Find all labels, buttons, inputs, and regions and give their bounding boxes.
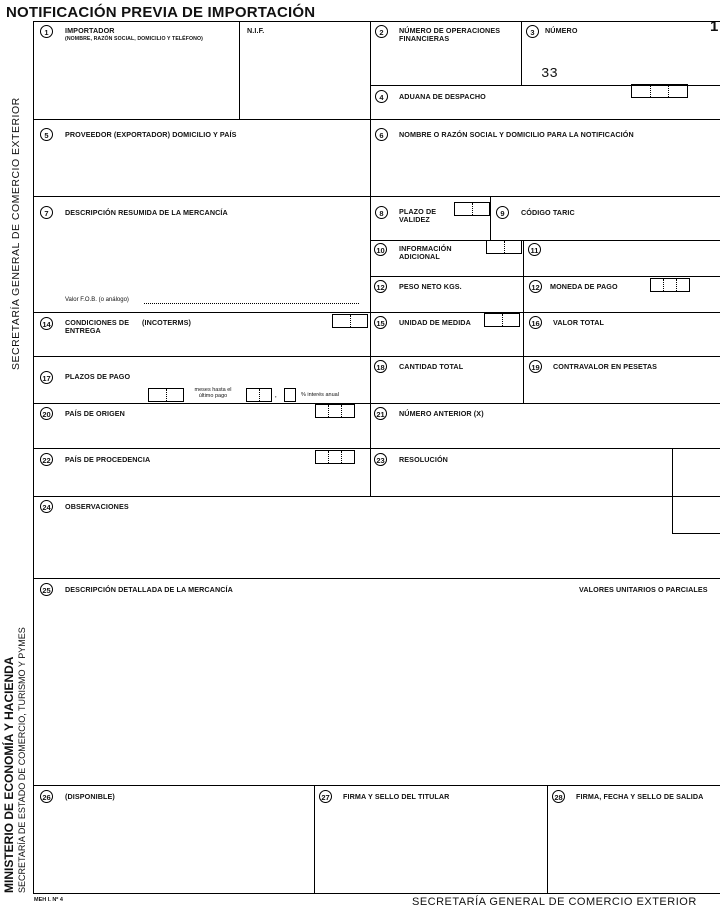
cell-number-23: 23: [374, 453, 387, 466]
additional-info-box[interactable]: [486, 240, 522, 254]
nif-label: N.I.F.: [247, 26, 265, 35]
cell-number-10: 10: [374, 243, 387, 256]
cell-number-2: 2: [375, 25, 388, 38]
unit-values-label: VALORES UNITARIOS O PARCIALES: [579, 585, 708, 594]
cell-number-7: 7: [40, 206, 53, 219]
incoterms-label: (INCOTERMS): [142, 318, 192, 327]
incoterms-box[interactable]: [332, 314, 368, 328]
importer-label: IMPORTADOR (NOMBRE, RAZÓN SOCIAL, DOMICILIO Y TELÉFONO): [65, 26, 203, 42]
corner-number: 1: [710, 18, 719, 35]
validity-label: PLAZO DE VALIDEZ: [399, 207, 437, 224]
cell-number-27: 27: [319, 790, 332, 803]
form-code: MEH I. Nº 4: [34, 897, 63, 903]
payment-terms-label: PLAZOS DE PAGO: [65, 372, 131, 381]
customs-office-label: ADUANA DE DESPACHO: [399, 92, 486, 101]
country-of-provenance-label: PAÍS DE PROCEDENCIA: [65, 455, 151, 464]
ministry-label: MINISTERIO DE ECONOMÍA Y HACIENDA: [2, 656, 16, 893]
cell-number-9: 9: [496, 206, 509, 219]
country-of-origin-label: PAÍS DE ORIGEN: [65, 409, 125, 418]
total-quantity-label: CANTIDAD TOTAL: [399, 362, 464, 371]
available-label: (DISPONIBLE): [65, 792, 115, 801]
cell-number-4: 4: [375, 90, 388, 103]
provenance-country-box[interactable]: [315, 450, 355, 464]
previous-number-label: NÚMERO ANTERIOR (X): [399, 409, 484, 418]
payment-terms-box[interactable]: [148, 388, 184, 402]
fob-value-line[interactable]: [144, 303, 359, 304]
financial-operations-label: NÚMERO DE OPERACIONES FINANCIERAS: [399, 26, 501, 43]
cell-number-24: 24: [40, 500, 53, 513]
holder-signature-label: FIRMA Y SELLO DEL TITULAR: [343, 792, 450, 801]
peseta-value-label: CONTRAVALOR EN PESETAS: [553, 362, 658, 371]
notification-address-label: NOMBRE O RAZÓN SOCIAL Y DOMICILIO PARA LA NOTIFICACIÓN: [399, 130, 634, 139]
cell-number-12b: 12: [529, 280, 542, 293]
months-box[interactable]: [246, 388, 272, 402]
fob-value-label: Valor F.O.B. (o análogo): [65, 297, 129, 303]
detailed-description-label: DESCRIPCIÓN DETALLADA DE LA MERCANCÍA: [65, 585, 233, 594]
cell-number-1: 1: [40, 25, 53, 38]
months-label: meses hasta el último pago: [194, 387, 232, 399]
cell-number-16: 16: [529, 316, 542, 329]
interest-box[interactable]: [284, 388, 296, 402]
footer-secretariat: SECRETARÍA GENERAL DE COMERCIO EXTERIOR: [412, 896, 697, 908]
cell-number-14: 14: [40, 317, 53, 330]
cell-number-8: 8: [375, 206, 388, 219]
cell-number-17: 17: [40, 371, 53, 384]
validity-box[interactable]: [454, 202, 490, 216]
delivery-conditions-label: CONDICIONES DE ENTREGA: [65, 318, 130, 335]
numero-value[interactable]: 33: [541, 66, 558, 82]
importer-sublabel: (NOMBRE, RAZÓN SOCIAL, DOMICILIO Y TELÉFONO): [65, 36, 203, 42]
interest-label: % interés anual: [301, 392, 339, 398]
goods-summary-label: DESCRIPCIÓN RESUMIDA DE LA MERCANCÍA: [65, 208, 228, 217]
unit-of-measure-label: UNIDAD DE MEDIDA: [399, 318, 471, 327]
currency-box[interactable]: [650, 278, 690, 292]
cell-number-12a: 12: [374, 280, 387, 293]
taric-code-label: CÓDIGO TARIC: [521, 208, 575, 217]
customs-code-box[interactable]: [631, 84, 688, 98]
cell-number-25: 25: [40, 583, 53, 596]
resolution-label: RESOLUCIÓN: [399, 455, 448, 464]
cell-number-18: 18: [374, 360, 387, 373]
cell-number-15: 15: [374, 316, 387, 329]
unit-box[interactable]: [484, 313, 520, 327]
form-grid: [33, 21, 720, 894]
cell-number-28: 28: [552, 790, 565, 803]
net-weight-label: PESO NETO KGS.: [399, 282, 462, 291]
cell-number-22: 22: [40, 453, 53, 466]
comma-separator: ,: [275, 393, 277, 399]
cell-number-11: 11: [528, 243, 541, 256]
origin-country-box[interactable]: [315, 404, 355, 418]
cell-number-26: 26: [40, 790, 53, 803]
cell-number-19: 19: [529, 360, 542, 373]
side-secretariat-label: SECRETARÍA GENERAL DE COMERCIO EXTERIOR: [10, 97, 22, 370]
exit-signature-label: FIRMA, FECHA Y SELLO DE SALIDA: [576, 792, 704, 801]
form-title: NOTIFICACIÓN PREVIA DE IMPORTACIÓN: [6, 4, 316, 21]
cell-number-6: 6: [375, 128, 388, 141]
total-value-label: VALOR TOTAL: [553, 318, 605, 327]
cell-number-3: 3: [526, 25, 539, 38]
supplier-label: PROVEEDOR (EXPORTADOR) DOMICILIO Y PAÍS: [65, 130, 237, 139]
cell-number-5: 5: [40, 128, 53, 141]
cell-number-21: 21: [374, 407, 387, 420]
observations-label: OBSERVACIONES: [65, 502, 129, 511]
secretariat-label: SECRETARÍA DE ESTADO DE COMERCIO, TURISMO Y PYMES: [17, 627, 27, 893]
cell-number-20: 20: [40, 407, 53, 420]
payment-currency-label: MONEDA DE PAGO: [550, 282, 618, 291]
additional-info-label: INFORMACIÓN ADICIONAL: [399, 244, 452, 261]
numero-label: NÚMERO: [545, 26, 578, 35]
